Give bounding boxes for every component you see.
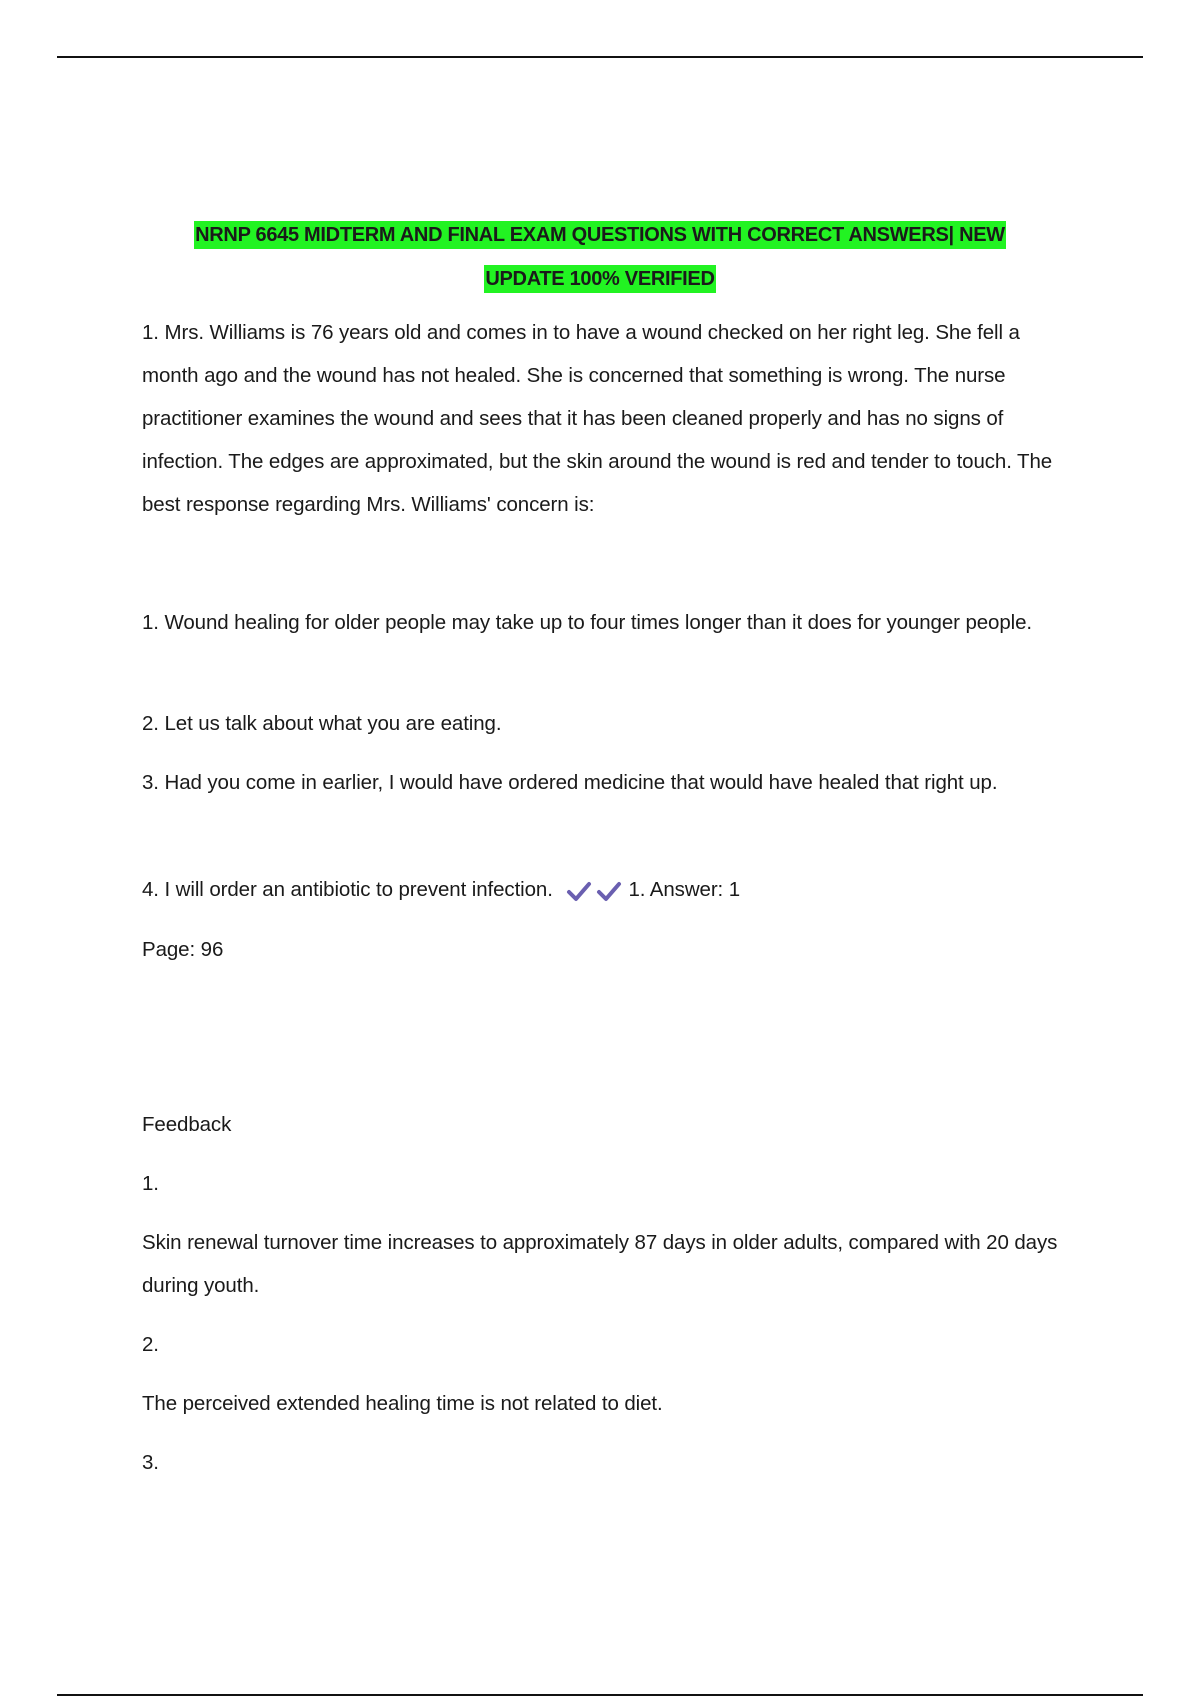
checkmark-icon [596,880,622,902]
top-rule [57,56,1143,58]
feedback-number-3: 3. [142,1451,159,1474]
title-line-2: UPDATE 100% VERIFIED [484,265,715,293]
question-text: 1. Mrs. Williams is 76 years old and comes in to have a wound checked on her right leg. She fell a month ago and the wound has not healed. She is concerned that something is wrong. The nurse practitioner examines the wound and sees that it has been cleaned properly and has no signs of infection. The edges are approximated, but the skin around the wound is red and tender to touch. The best response regarding Mrs. Williams' concern is: [142,321,1053,516]
document-title [0,213,1200,301]
bottom-rule [57,1694,1143,1696]
feedback-text-2: The perceived extended healing time is not related to diet. [142,1392,663,1415]
option-4: 4. I will order an antibiotic to prevent infection. [142,878,553,901]
option-3: 3. Had you come in earlier, I would have ordered medicine that would have healed that right up. [142,771,998,794]
checkmark-icon [566,880,592,902]
feedback-text-1: Skin renewal turnover time increases to approximately 87 days in older adults, compared with 20 days during youth. [142,1231,1058,1297]
feedback-heading: Feedback [142,1113,232,1136]
answer-text: 1. Answer: 1 [628,878,741,901]
feedback-number-2: 2. [142,1333,159,1356]
feedback-number-1: 1. [142,1172,159,1195]
page-reference: Page: 96 [142,938,224,961]
option-1: 1. Wound healing for older people may take up to four times longer than it does for younger people. [142,611,1033,634]
option-4-row [142,868,1062,911]
option-2: 2. Let us talk about what you are eating. [142,712,502,735]
answer-checkmarks [564,868,624,911]
title-line-1: NRNP 6645 MIDTERM AND FINAL EXAM QUESTIONS WITH CORRECT ANSWERS| NEW [194,221,1006,249]
